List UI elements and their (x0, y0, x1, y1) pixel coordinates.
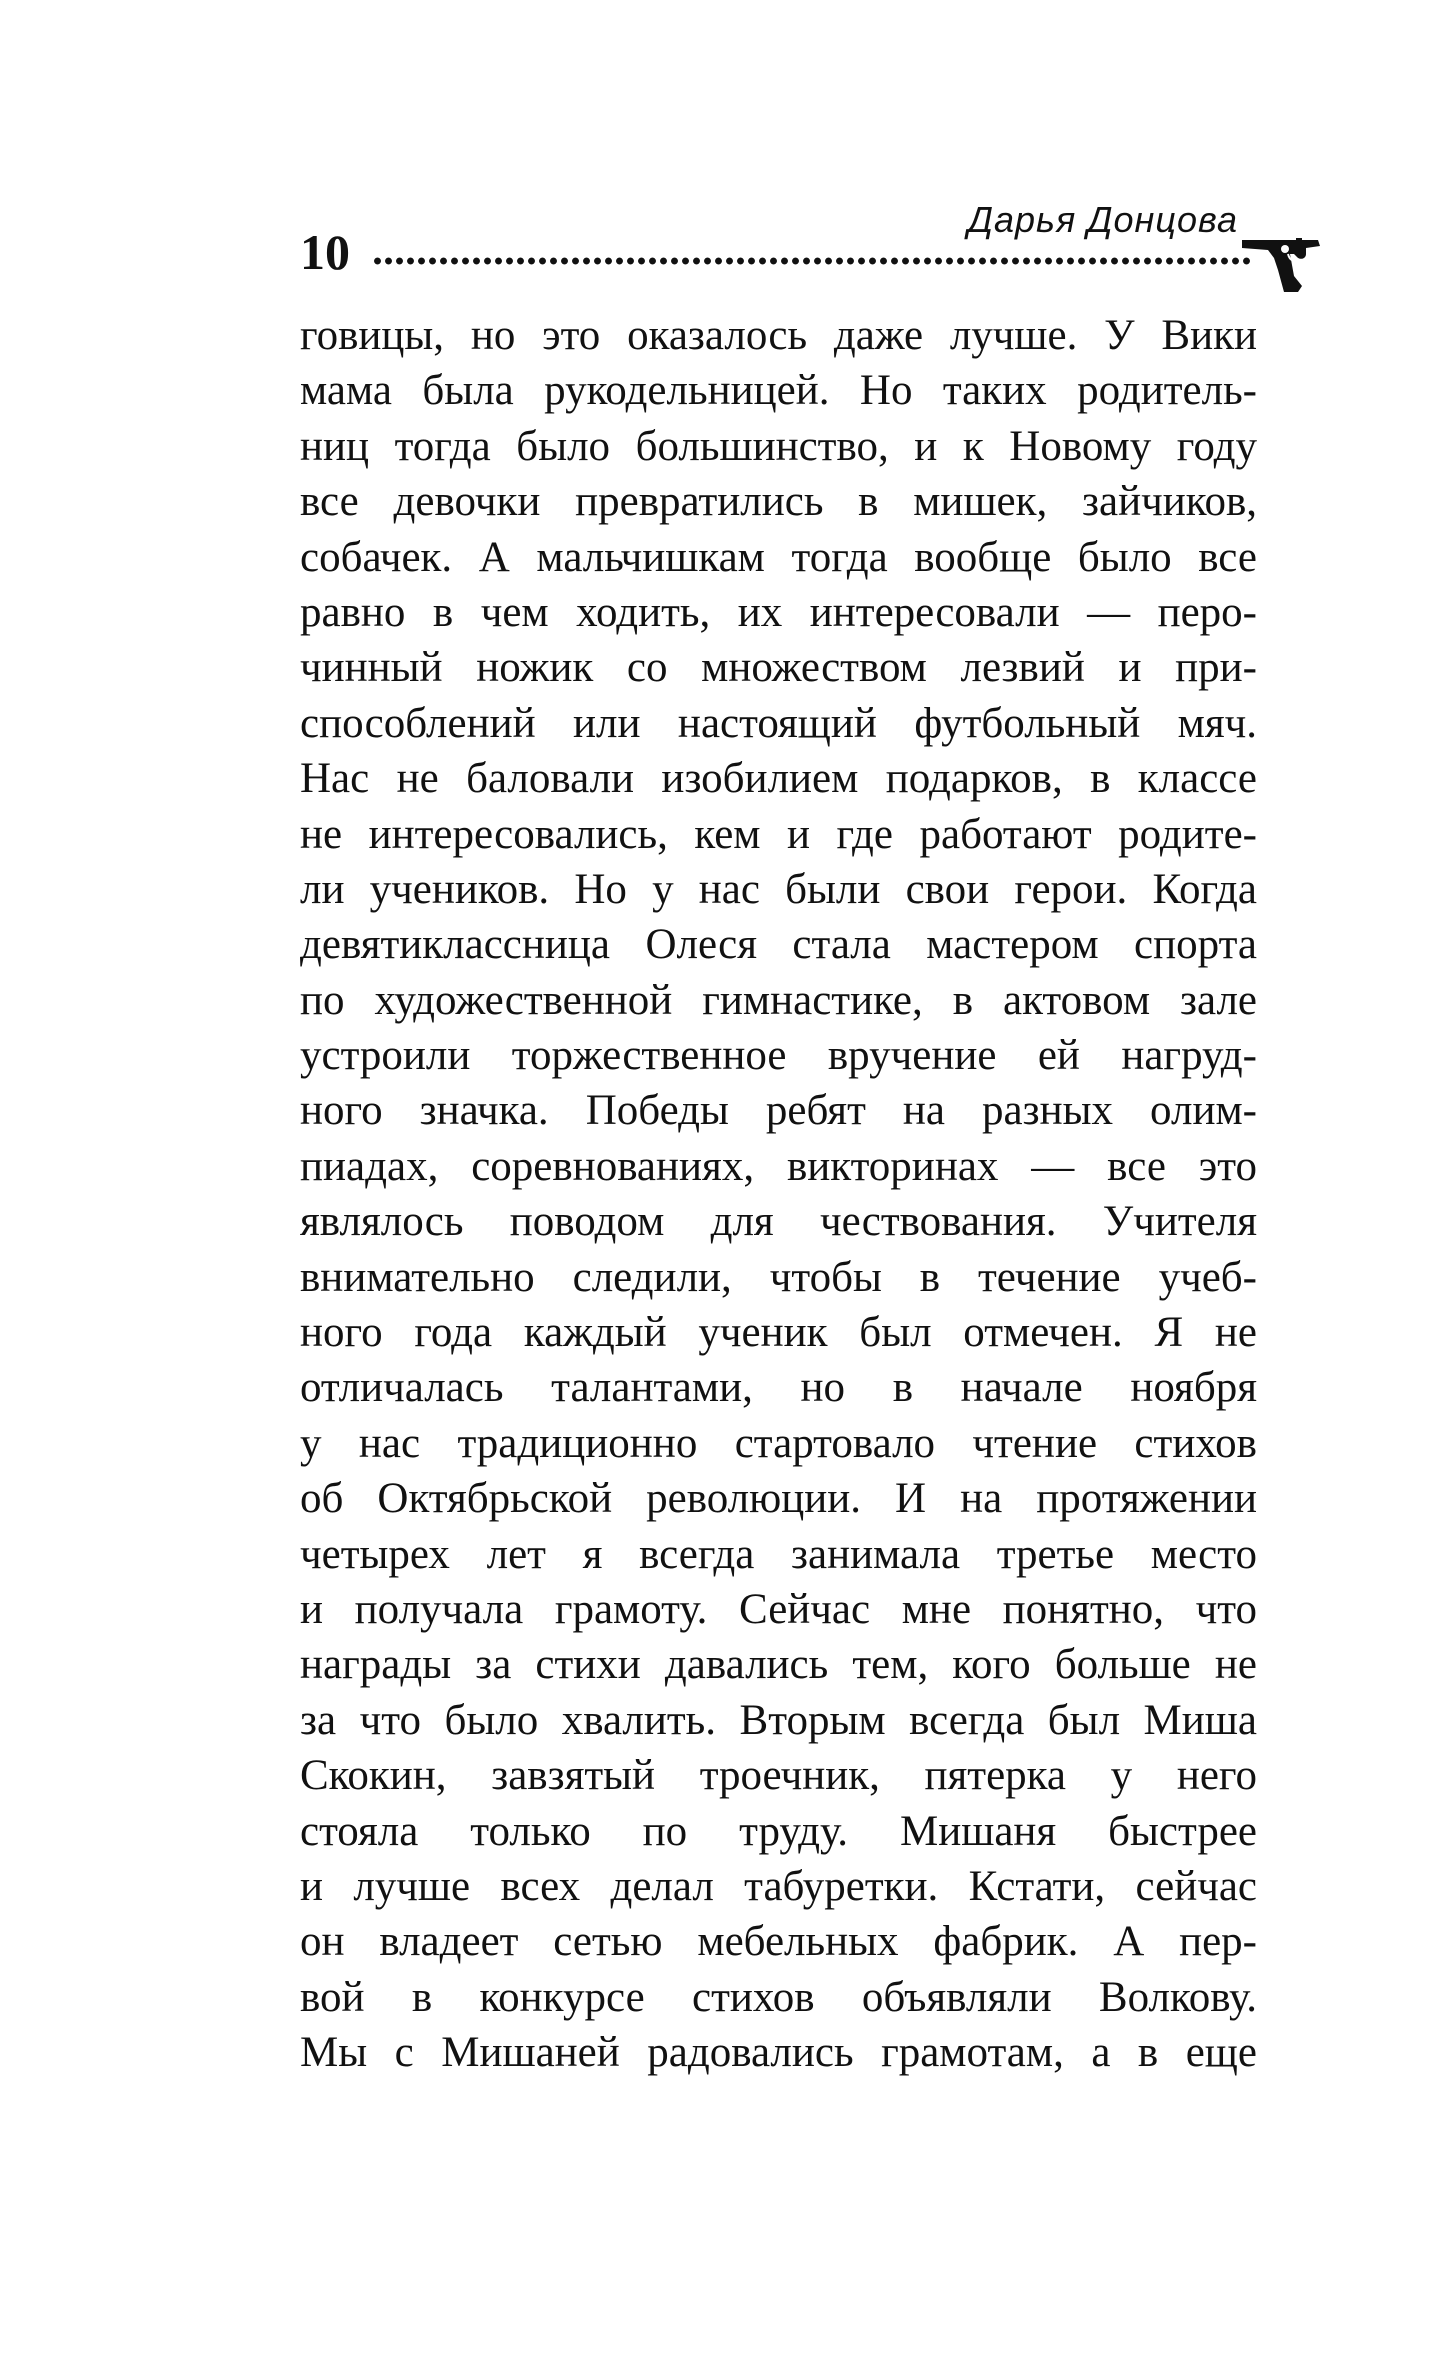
text-line: отличалась талантами, но в начале ноября (300, 1364, 1257, 1412)
text-line: говицы, но это оказалось даже лучше. У Вики (300, 312, 1257, 359)
text-line: пиадах, соревнованиях, викторинах — все это (300, 1142, 1257, 1190)
text-line: об Октябрьской революции. И на протяжении (300, 1475, 1257, 1523)
text-line: и получала грамоту. Сейчас мне понятно, что (300, 1585, 1257, 1633)
revolver-icon (1240, 236, 1322, 294)
text-line: у нас традиционно стартовало чтение стихов (300, 1419, 1257, 1467)
text-line: устроили торжественное вручение ей нагруд- (300, 1032, 1257, 1080)
text-line: четырех лет я всегда занимала третье место (300, 1530, 1257, 1578)
text-line: ли учеников. Но у нас были свои герои. Когда (300, 865, 1257, 913)
text-line: Скокин, завзятый троечник, пятерка у него (300, 1752, 1257, 1800)
text-line: девятиклассница Олеся стала мастером спорта (300, 921, 1257, 969)
text-line: Нас не баловали изобилием подарков, в классе (300, 755, 1257, 803)
text-line: способлений или настоящий футбольный мяч. (300, 699, 1257, 747)
body-text (300, 308, 1257, 2081)
text-line: собачек. А мальчишкам тогда вообще было все (300, 533, 1257, 581)
text-line: ниц тогда было большинство, и к Новому году (300, 422, 1257, 470)
text-line: не интересовались, кем и где работают родите- (300, 810, 1257, 858)
text-line: внимательно следили, чтобы в течение учеб- (300, 1253, 1257, 1301)
page-number: 10 (300, 224, 350, 280)
text-line: стояла только по труду. Мишаня быстрее (300, 1807, 1257, 1855)
text-line: являлось поводом для чествования. Учителя (300, 1198, 1257, 1246)
text-line: чинный ножик со множеством лезвий и при- (300, 644, 1257, 692)
text-line: ного года каждый ученик был отмечен. Я не (300, 1309, 1257, 1357)
text-line: все девочки превратились в мишек, зайчиков, (300, 478, 1257, 526)
text-line: равно в чем ходить, их интересовали — перо- (300, 588, 1257, 636)
text-line: и лучше всех делал табуретки. Кстати, сейчас (300, 1862, 1257, 1910)
text-line: награды за стихи давались тем, кого больше не (300, 1641, 1257, 1689)
text-line: он владеет сетью мебельных фабрик. А пер- (300, 1918, 1257, 1966)
running-title-author: Дарья Донцова (967, 199, 1238, 240)
text-line: по художественной гимнастике, в актовом зале (300, 976, 1257, 1024)
dotted-leader (372, 256, 1252, 266)
text-line: мама была рукодельницей. Но таких родитель- (300, 367, 1257, 415)
text-line: за что было хвалить. Вторым всегда был Миша (300, 1696, 1257, 1744)
running-header (300, 198, 1320, 308)
text-line: ного значка. Победы ребят на разных олим- (300, 1087, 1257, 1135)
text-line: Мы с Мишаней радовались грамотам, а в еще (300, 2029, 1257, 2077)
text-line: вой в конкурсе стихов объявляли Волкову. (300, 1973, 1257, 2021)
